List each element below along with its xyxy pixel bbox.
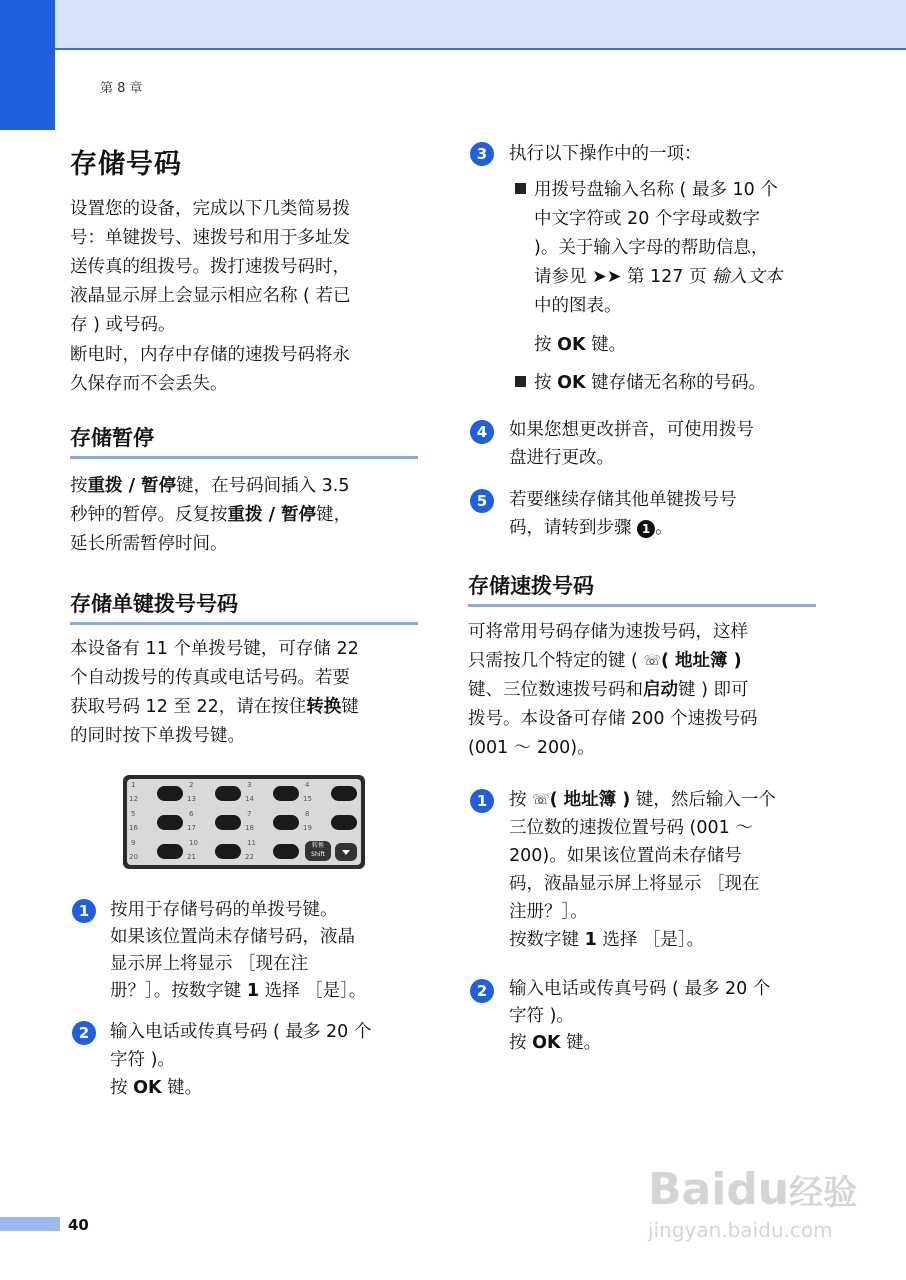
intro-line: 存 ) 或号码。 xyxy=(70,315,176,335)
key-number-label: 3 xyxy=(247,781,252,789)
section-heading-speed-dial: 存储速拨号码 xyxy=(468,570,816,607)
step-number-badge: 1 xyxy=(470,789,494,813)
intro-paragraph xyxy=(70,195,415,340)
lcd-message: ［现在 xyxy=(707,874,760,894)
text: 盘进行更改。 xyxy=(509,448,614,468)
text: 中的图表。 xyxy=(534,296,622,316)
one-touch-key xyxy=(273,786,299,801)
text: 。按数字键 xyxy=(153,981,247,1001)
one-touch-key xyxy=(215,844,241,859)
speed-dial-step-1 xyxy=(509,786,829,954)
keypad-panel xyxy=(127,779,361,865)
key-number-label: 21 xyxy=(187,853,196,861)
address-book-icon: ☏ xyxy=(643,653,661,669)
text: 200)。如果该位置尚未存储号 xyxy=(509,846,742,866)
watermark-brand: Bai xyxy=(648,1164,727,1215)
text: 键。 xyxy=(585,335,627,355)
key-number-label: 11 xyxy=(247,839,256,847)
shift-key-label: 转换 xyxy=(306,697,342,717)
text: 码，液晶显示屏上将显示 xyxy=(509,874,708,894)
text: 字符 )。 xyxy=(110,1050,175,1070)
start-key-label: 启动 xyxy=(643,680,678,700)
key-number-label: 1 xyxy=(131,781,136,789)
key-number-label: 18 xyxy=(245,824,254,832)
onetouch-paragraph xyxy=(70,635,418,751)
watermark-url: jingyan.baidu.com xyxy=(648,1218,833,1242)
right-step-4 xyxy=(509,416,819,472)
key-number-label: 13 xyxy=(187,795,196,803)
ok-key-label: OK xyxy=(133,1078,162,1098)
text: 输入电话或传真号码 ( 最多 20 个 xyxy=(110,1022,372,1042)
key-number-label: 6 xyxy=(189,810,194,818)
right-step-3-option-b xyxy=(515,369,766,398)
key-number-label: 22 xyxy=(245,853,254,861)
text: 中文字符或 20 个字母或数字 xyxy=(534,209,760,229)
ok-key-label: OK xyxy=(557,373,586,393)
one-touch-key xyxy=(273,844,299,859)
text: 按 xyxy=(70,476,88,496)
page-number: 40 xyxy=(68,1216,89,1234)
address-book-icon: ☏ xyxy=(532,792,550,808)
page-title: 存储号码 xyxy=(70,149,182,180)
one-touch-keypad-illustration xyxy=(123,775,365,869)
text: 用拨号盘输入名称 ( 最多 10 个 xyxy=(534,180,778,200)
power-note-line: 断电时，内存中存储的速拨号码将永 xyxy=(70,345,350,365)
text: 按 xyxy=(110,1078,134,1098)
text: 显示屏上将显示 xyxy=(110,954,239,974)
key-number-label: 8 xyxy=(305,810,310,818)
key-number-label: 12 xyxy=(129,795,138,803)
address-book-key-label: ( 地址簿 ) xyxy=(660,651,742,671)
text: 可将常用号码存储为速拨号码，这样 xyxy=(468,622,748,642)
watermark-cn: 经验 xyxy=(789,1173,858,1213)
step-number-badge: 2 xyxy=(470,979,494,1003)
ok-key-label: OK xyxy=(557,335,586,355)
left-step-1 xyxy=(110,897,420,1005)
text: 键。 xyxy=(560,1033,602,1053)
intro-line: 送传真的组拨号。拨打速拨号码时， xyxy=(70,257,350,277)
text: 按 xyxy=(534,373,558,393)
key-number-label: 14 xyxy=(245,795,254,803)
text: 若要继续存储其他单键拨号号 xyxy=(509,490,737,510)
shift-key xyxy=(305,841,331,861)
intro-line: 设置您的设备，完成以下几类简易拨 xyxy=(70,199,350,219)
one-touch-key xyxy=(157,815,183,830)
text: 请参见 ➤➤ 第 127 页 xyxy=(534,267,713,287)
key-number-label: 10 xyxy=(189,839,198,847)
text: 选择 xyxy=(596,930,643,950)
intro-line: 液晶显示屏上会显示相应名称 ( 若已 xyxy=(70,286,351,306)
square-bullet-icon xyxy=(515,376,526,387)
text: 三位数的速拨位置号码 (001 ～ xyxy=(509,818,753,838)
section-heading-pause: 存储暂停 xyxy=(70,422,418,459)
step-number-badge: 3 xyxy=(470,142,494,166)
address-book-key-label: ( 地址簿 ) xyxy=(549,790,631,810)
speed-dial-step-2 xyxy=(509,976,829,1057)
text: 的同时按下单拨号键。 xyxy=(70,726,245,746)
text: 只需按几个特定的键 ( xyxy=(468,651,644,671)
text: )。关于输入字母的帮助信息， xyxy=(534,238,769,258)
text: 。 xyxy=(348,981,367,1001)
step-number-badge: 2 xyxy=(72,1021,96,1045)
down-arrow-key xyxy=(335,843,357,861)
key-label: 1 xyxy=(584,930,597,950)
text: 获取号码 12 至 22，请在按住 xyxy=(70,697,307,717)
text: 。 xyxy=(655,518,673,538)
right-step-5 xyxy=(509,486,819,542)
text: 如果该位置尚未存储号码，液晶 xyxy=(110,927,355,947)
section-heading-onetouch: 存储单键拨号号码 xyxy=(70,588,418,625)
cross-reference-link[interactable]: 输入文本 xyxy=(712,267,783,287)
step-number-badge: 4 xyxy=(470,420,494,444)
lcd-message: 注册？］ xyxy=(509,902,571,922)
text: 按 xyxy=(509,1033,533,1053)
text: 键存储无名称的号码。 xyxy=(585,373,767,393)
key-number-label: 4 xyxy=(305,781,310,789)
key-number-label: 15 xyxy=(303,795,312,803)
one-touch-key xyxy=(215,815,241,830)
right-step-3-option-a xyxy=(515,176,825,321)
key-number-label: 17 xyxy=(187,824,196,832)
lcd-message: ［是］ xyxy=(642,930,687,950)
right-step-3-intro: 执行以下操作中的一项： xyxy=(509,144,702,164)
text: 字符 )。 xyxy=(509,1006,574,1026)
text: (001 ～ 200)。 xyxy=(468,738,595,758)
text: 按用于存储号码的单拨号键。 xyxy=(110,900,338,920)
text: 键，在号码间插入 3.5 xyxy=(176,476,350,496)
text: 本设备有 11 个单拨号键，可存储 22 xyxy=(70,639,359,659)
text: 键，然后输入一个 xyxy=(630,790,776,810)
intro-line: 号：单键拨号、速拨号和用于多址发 xyxy=(70,228,350,248)
one-touch-key xyxy=(331,815,357,830)
step-number-badge: 5 xyxy=(470,489,494,513)
one-touch-key xyxy=(331,786,357,801)
left-step-2 xyxy=(110,1018,420,1102)
text: 选择 xyxy=(259,981,306,1001)
key-number-label: 20 xyxy=(129,853,138,861)
right-step-3-ok xyxy=(534,331,626,360)
pause-paragraph xyxy=(70,472,415,559)
footer-bar xyxy=(0,1217,60,1231)
square-bullet-icon xyxy=(515,183,526,194)
shift-key-cn: 转换 xyxy=(311,842,324,849)
lcd-message: ［现在注 xyxy=(238,954,309,974)
step-number-badge: 1 xyxy=(72,899,96,923)
text: 键、三位数速拨号码和 xyxy=(468,680,643,700)
text: 个自动拨号的传真或电话号码。若要 xyxy=(70,668,350,688)
one-touch-key xyxy=(157,844,183,859)
text: 按 xyxy=(509,790,533,810)
power-note xyxy=(70,341,415,399)
ok-key-label: OK xyxy=(532,1033,561,1053)
key-number-label: 7 xyxy=(247,810,252,818)
text: 。 xyxy=(686,930,705,950)
text: 码，请转到步骤 xyxy=(509,518,638,538)
text: 。 xyxy=(570,902,588,922)
key-number-label: 19 xyxy=(303,824,312,832)
text: 拨号。本设备可存储 200 个速拨号码 xyxy=(468,709,758,729)
text: 按数字键 xyxy=(509,930,585,950)
lcd-message: 册？］ xyxy=(110,981,154,1001)
chapter-tab-marker xyxy=(0,0,55,130)
text: 按 xyxy=(534,335,558,355)
speed-dial-paragraph xyxy=(468,618,818,763)
key-label: 1 xyxy=(246,981,259,1001)
power-note-line: 久保存而不会丢失。 xyxy=(70,374,228,394)
chevron-down-icon xyxy=(335,843,357,861)
lcd-message: ［是］ xyxy=(305,981,349,1001)
text: 如果您想更改拼音，可使用拨号 xyxy=(509,420,754,440)
key-number-label: 16 xyxy=(129,824,138,832)
key-number-label: 5 xyxy=(131,810,136,818)
text: 输入电话或传真号码 ( 最多 20 个 xyxy=(509,979,771,999)
one-touch-key xyxy=(273,815,299,830)
watermark-logo xyxy=(648,1164,857,1215)
header-bar xyxy=(0,0,906,50)
key-number-label: 2 xyxy=(189,781,194,789)
text: 键， xyxy=(316,505,352,525)
redial-pause-key-label: 重拨 / 暂停 xyxy=(87,476,177,496)
redial-pause-key-label: 重拨 / 暂停 xyxy=(227,505,317,525)
one-touch-key xyxy=(215,786,241,801)
key-number-label: 9 xyxy=(131,839,136,847)
text: 秒钟的暂停。反复按 xyxy=(70,505,228,525)
step-reference-badge: 1 xyxy=(637,520,655,538)
shift-key-en: Shift xyxy=(311,851,325,858)
text: 键 ) 即可 xyxy=(678,680,749,700)
text: 键 xyxy=(341,697,359,717)
text: 键。 xyxy=(161,1078,203,1098)
chapter-label: 第 8 章 xyxy=(100,81,143,96)
one-touch-key xyxy=(157,786,183,801)
watermark-brand: du xyxy=(726,1164,790,1215)
text: 延长所需暂停时间。 xyxy=(70,534,228,554)
